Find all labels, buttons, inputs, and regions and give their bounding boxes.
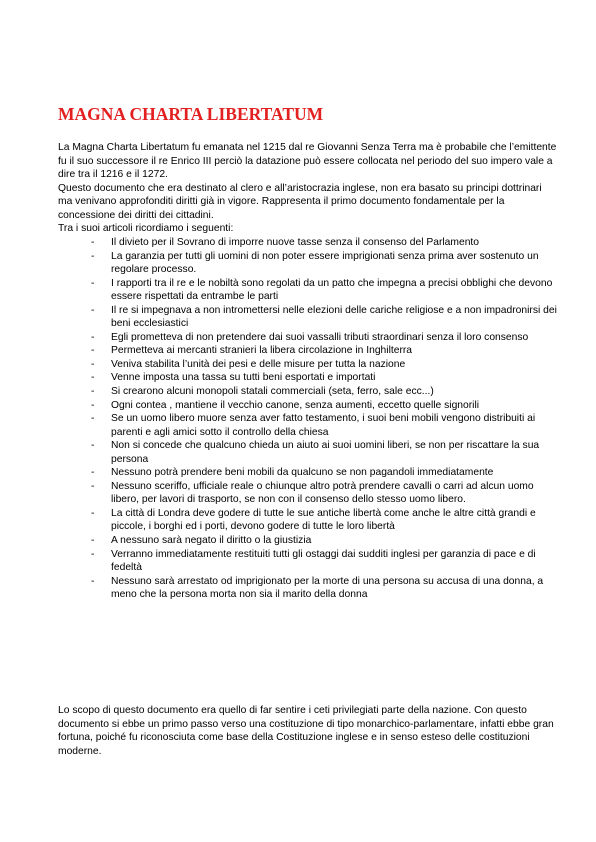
- list-item-text: Il divieto per il Sovrano di imporre nuove tasse senza il consenso del Parlamento: [111, 237, 480, 248]
- list-item: [58, 399, 558, 413]
- list-item: [58, 344, 558, 358]
- list-item: [58, 575, 558, 602]
- closing-paragraph: Lo scopo di questo documento era quello di far sentire i ceti privilegiati parte della nazione. Con questo documento si ebbe un primo passo verso una costituzione di tipo monarchico-parlamentare, infatti ebbe gran fortuna, poiché fu riconosciuta come base della Costituzione inglese e in senso esteso delle costituzioni moderne.: [58, 705, 554, 757]
- list-item-text: Veniva stabilita l’unità dei pesi e delle misure per tutta la nazione: [111, 358, 406, 370]
- list-bullet: -: [91, 372, 95, 384]
- list-item-text: Nessuno sarà arrestato od imprigionato per la morte di una persona su accusa di una donna, a meno che la persona morta non sia il marito della donna: [111, 575, 544, 601]
- list-bullet: -: [91, 304, 95, 316]
- list-bullet: -: [91, 399, 95, 411]
- list-item-text: Venne imposta una tassa su tutti beni esportati e importati: [111, 372, 376, 384]
- intro-paragraph: La Magna Charta Libertatum fu emanata nel 1215 dal re Giovanni Senza Terra ma è probabile che l’emittente fu il suo successore il re Enrico III perciò la datazione può essere collocata nel periodo del suo impero vale a dire tra il 1216 e il 1272.: [58, 142, 557, 181]
- list-item-text: Nessuno potrà prendere beni mobili da qualcuno se non pagandoli immediatamente: [111, 467, 494, 479]
- list-item: [58, 331, 558, 345]
- list-item-text: Si crearono alcuni monopoli statali commerciali (seta, ferro, sale ecc...): [111, 386, 434, 398]
- list-item: [58, 412, 558, 439]
- list-bullet: -: [91, 548, 95, 560]
- list-bullet: -: [91, 480, 95, 492]
- list-item: [58, 466, 558, 480]
- list-item-text: Se un uomo libero muore senza aver fatto testamento, i suoi beni mobili vengono distribuiti ai parenti e agli amici sotto il controllo della chiesa: [111, 413, 536, 438]
- list-bullet: -: [91, 467, 95, 479]
- list-bullet: -: [91, 386, 95, 398]
- list-item: [58, 358, 558, 372]
- intro-paragraph: Questo documento che era destinato al clero e all’aristocrazia inglese, non era basato su principi dottrinari ma venivano approfonditi diritti già in vigore. Rappresenta il primo documento fondamentale per la concessione dei diritti dei cittadini.: [58, 182, 542, 221]
- document-title: MAGNA CHARTA LIBERTATUM: [58, 104, 324, 124]
- list-item: [58, 277, 558, 304]
- list-bullet: -: [91, 507, 95, 519]
- list-item-text: Permetteva ai mercanti stranieri la libera circolazione in Inghilterra: [111, 345, 413, 357]
- list-item: [58, 548, 558, 575]
- list-item-text: Egli prometteva di non pretendere dai suoi vassalli tributi straordinari senza il loro consenso: [111, 331, 529, 343]
- list-item: [58, 371, 558, 385]
- articles-list: [58, 236, 558, 602]
- list-item-text: La garanzia per tutti gli uomini di non poter essere imprigionati senza prima aver sostenuto un regolare processo.: [111, 250, 539, 276]
- list-item-text: Nessuno sceriffo, ufficiale reale o chiunque altro potrà prendere cavalli o carri ad alcun uomo libero, per lavori di trasporto, se non con il consenso dello stesso uomo libero.: [111, 480, 534, 506]
- list-bullet: -: [91, 345, 95, 357]
- list-item: [58, 507, 558, 534]
- list-item-text: I rapporti tra il re e le nobiltà sono regolati da un patto che impegna a precisi obblighi che devono essere rispettati da entrambe le parti: [111, 277, 553, 303]
- list-item: [58, 534, 558, 548]
- list-item-text: La città di Londra deve godere di tutte le sue antiche libertà come anche le altre città grandi e piccole, i borghi ed i porti, devono godere di tutte le loro libertà: [111, 507, 536, 533]
- list-item: [58, 385, 558, 399]
- list-bullet: -: [91, 535, 95, 547]
- list-item: [58, 250, 558, 277]
- list-item: [58, 480, 558, 507]
- list-item: [58, 236, 558, 250]
- list-bullet: -: [91, 237, 95, 248]
- list-bullet: -: [91, 250, 95, 262]
- list-item-text: A nessuno sarà negato il diritto o la giustizia: [111, 535, 312, 547]
- list-item-text: Verranno immediatamente restituiti tutti gli ostaggi dai sudditi inglesi per garanzia di pace e di fedeltà: [111, 548, 536, 574]
- intro-section: [58, 141, 558, 236]
- list-bullet: -: [91, 440, 95, 452]
- list-item: [58, 304, 558, 331]
- list-bullet: -: [91, 413, 95, 425]
- list-bullet: -: [91, 331, 95, 343]
- list-item-text: Ogni contea , mantiene il vecchio canone, senza aumenti, eccetto quelle signorili: [111, 399, 480, 411]
- intro-paragraph: Tra i suoi articoli ricordiamo i seguenti:: [58, 223, 234, 235]
- list-bullet: -: [91, 575, 95, 587]
- list-item-text: Il re si impegnava a non intromettersi nelle elezioni delle cariche religiose e a non impadronirsi dei beni ecclesiastici: [111, 304, 557, 330]
- list-bullet: -: [91, 358, 95, 370]
- list-item: [58, 439, 558, 466]
- list-item-text: Non si concede che qualcuno chieda un aiuto ai suoi uomini liberi, se non per riscattare la sua persona: [111, 440, 540, 465]
- list-bullet: -: [91, 277, 95, 289]
